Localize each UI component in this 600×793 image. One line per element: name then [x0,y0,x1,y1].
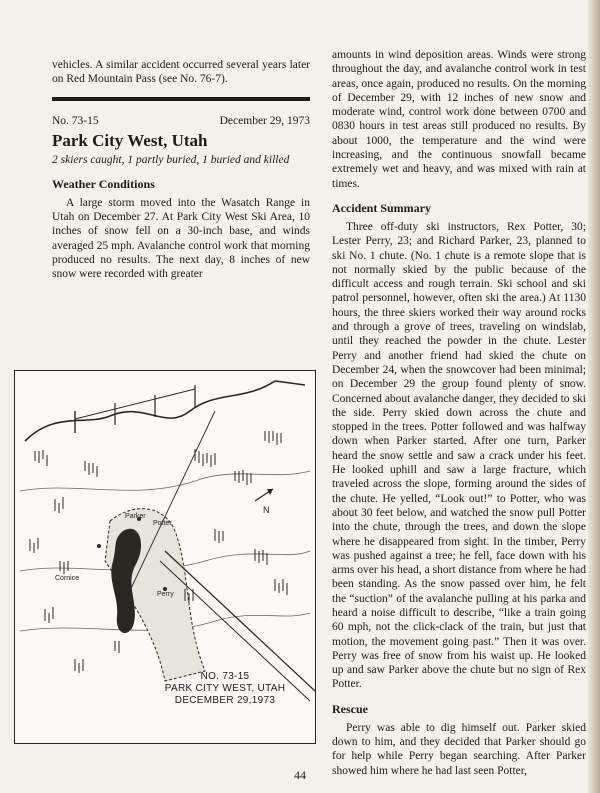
weather-heading: Weather Conditions [52,176,155,191]
accident-heading: Accident Summary [332,200,431,215]
entry-header [52,115,310,127]
page-number: 44 [294,768,306,782]
label-potter: Potter [153,520,172,527]
label-north: N [263,505,270,515]
ridge-line [25,381,305,441]
section-divider [52,97,310,101]
weather-paragraph: A large storm moved into the Wasatch Range in Utah on December 27. At Park City West Ski Area, 10 inches of snow fell on a 30-inch base, and winds averaged 25 mph. Avalanche control work that morning produced no results. The next day, 8 inches of new snow were recorded with greater [52,196,310,281]
entry-number: No. 73-15 [52,114,99,127]
caption-line-3: DECEMBER 29,1973 [174,695,276,706]
caption-line-2: PARK CITY WEST, UTAH [164,683,286,694]
accident-paragraph: Three off-duty ski instructors, Rex Potter, 30; Lester Perry, 23; and Richard Parker, 23, planned to ski No. 1 chute. (No. 1 chute is a remote slope that is not normally skied by the public because of the difficult access and rough terrain. Ski school and ski patrol personnel, however, often ski the area.) At 1130 hours, the three skiers worked their way around rocks and through a grove of trees, traveling on windslab, until they reached the powder in the chute. Lester Perry and another friend had skied the chute on December 24, when the snowcover had been minimal; on December 29 the group found plenty of snow. Concerned about avalanche danger, they decided to ski the side. Perry skied down across the chute and stopped in the trees. Potter followed and was halfway down when Parker started. After one turn, Parker heard the snow settle and saw a crack under his feet. He looked uphill and saw a large fracture, which traveled across the slope, forming around the sides of the chute. He yelled, “Look out!” to Potter, who was about 30 feet below, and watched the snow pull Potter into the chute, through the trees, and down the slope where he disappeared from sight. In the timber, Perry was pushed against a tree; he fell, face down with his arms over his head, a short distance from where he had been standing. As the snow passed over him, he felt the “suction” of the avalanche pulling at his parka and heard a noise difficult to describe, “like a train going 60 mph, not the click-clack of the train, but just that motion, the movement going past.” Then it was over. Perry was free of snow from his waist up. He looked up and saw Parker above the chute but no sign of Rex Potter. [332,220,586,691]
entry-date: December 29, 1973 [219,114,310,127]
entry-title: Park City West, Utah [52,130,208,150]
casualty-summary: 2 skiers caught, 1 partly buried, 1 buried and killed [52,153,290,166]
label-parker: Parker [125,513,146,520]
label-cornice: Cornice [55,575,80,582]
lift-cable [75,389,195,419]
rescue-heading: Rescue [332,701,368,716]
label-perry: Perry [157,591,174,598]
right-column [332,48,586,778]
rescue-paragraph: Perry was able to dig himself out. Parker skied down to him, and they decided that Parker should go for help while Perry began searching. After Parker showed him where he had last seen Potter, [332,721,586,777]
avalanche-site-map [14,370,316,744]
figure-caption [155,671,295,707]
page-binding-edge [588,0,600,793]
left-column [52,58,310,282]
weather-continued-paragraph: amounts in wind deposition areas. Winds were strong throughout the day, and avalanche control work in test areas, once again, produced no results. On the morning of December 29, with 12 inches of new snow and moderate wind, control work done between 0700 and 0830 hours in test areas still produced no results. By about 1000, the temperature and the wind were increasing, and the continuous snowfall became extremely wet and heavy, and was mixed with rain at times. [332,49,586,190]
caption-line-1: NO. 73-15 [200,671,250,682]
carryover-paragraph: vehicles. A similar accident occurred several years later on Red Mountain Pass (see No. 76-7). [52,59,310,86]
